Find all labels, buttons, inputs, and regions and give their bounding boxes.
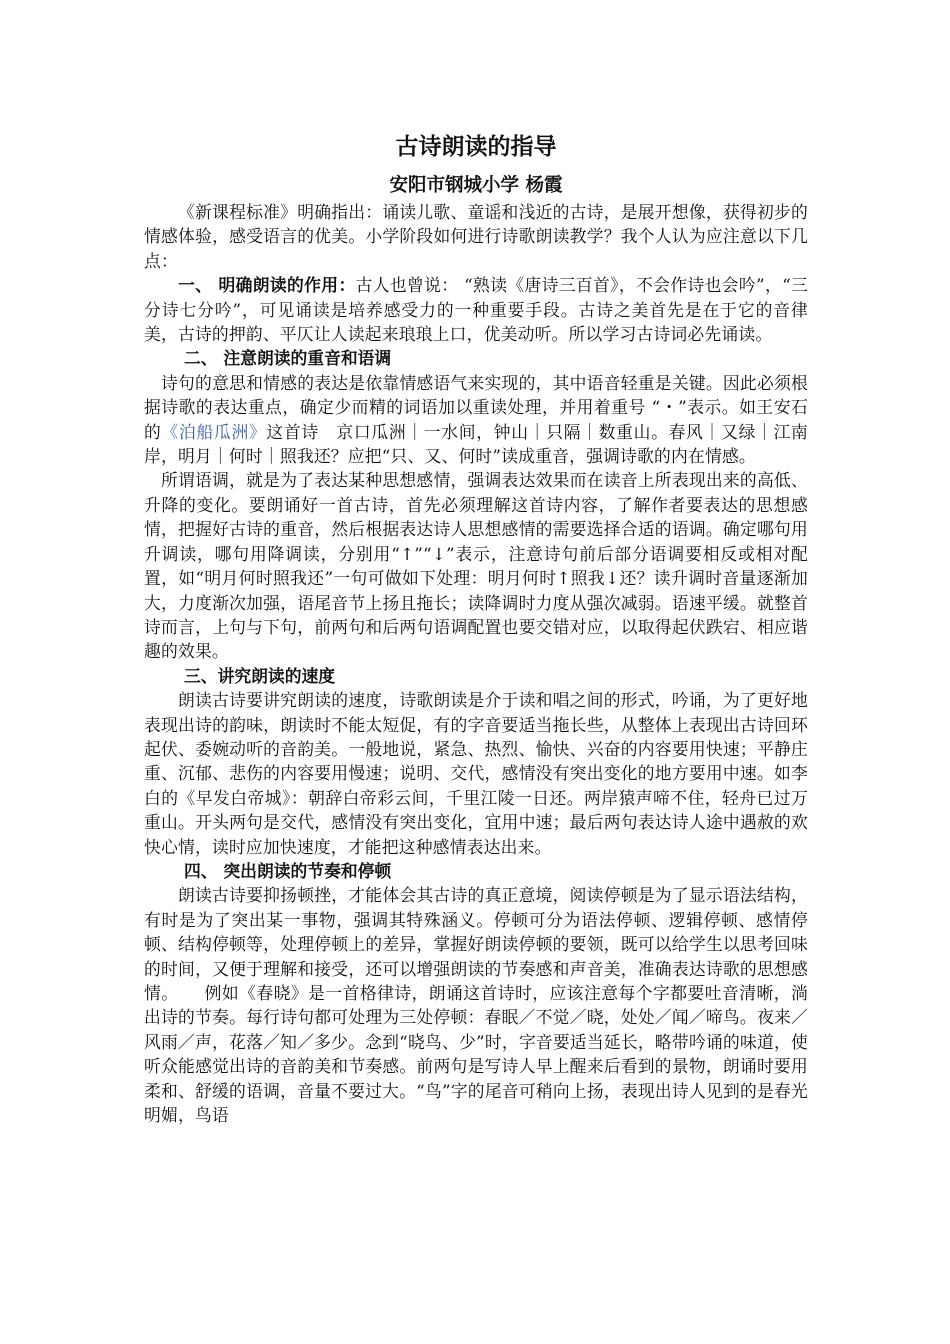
section-2-heading: 二、 注意朗读的重音和语调 — [184, 348, 392, 369]
section-2-paragraph-1 — [144, 371, 808, 469]
section-2-paragraph-2: 所谓语调，就是为了表达某种思想感情，强调表达效果而在读音上所表现出来的高低、升降的变化。要朗诵好一首古诗，首先必须理解这首诗内容，了解作者要表达的思想感情，把握好古诗的重音，然后根据表达诗人思想感情的需要选择合适的语调。确定哪句用升调读，哪句用降调读，分别用“↑”“↓”表示，注意诗句前后部分语调要相反或相对配置，如“明月何时照我还”一句可做如下处理：明月何时↑照我↓还？读升调时音量逐渐加大，力度渐次加强，语尾音节上扬且拖长；读降调时力度从强次减弱。语速平缓。就整首诗而言，上句与下句，前两句和后两句语调配置也要交错对应，以取得起伏跌宕、相应谐趣的效果。 — [144, 470, 808, 662]
document-page — [144, 130, 808, 1127]
intro-paragraph: 《新课程标准》明确指出：诵读儿歌、童谣和浅近的古诗，是展开想像，获得初步的情感体验，感受语言的优美。小学阶段如何进行诗歌朗读教学？我个人认为应注意以下几点： — [144, 202, 808, 271]
section-3-paragraph: 朗读古诗要讲究朗读的速度，诗歌朗读是介于读和唱之间的形式，吟诵，为了更好地表现出诗的韵味，朗读时不能太短促，有的字音要适当拖长些，从整体上表现出古诗回环起伏、委婉动听的音韵美。一般地说，紧急、热烈、愉快、兴奋的内容要用快速；平静庄重、沉郁、悲伤的内容要用慢速；说明、交代，感情没有突出变化的地方要用中速。如李白的《早发白帝城》：朝辞白帝彩云间，千里江陵一日还。两岸猿声啼不住，轻舟已过万重山。开头两句是交代，感情没有突出变化，宜用中速；最后两句表达诗人途中遇赦的欢快心情，读时应加快速度，才能把这种感情表达出来。 — [144, 690, 808, 857]
section-4-paragraph: 朗读古诗要抑扬顿挫，才能体会其古诗的真正意境，阅读停顿是为了显示语法结构，有时是为了突出某一事物，强调其特殊涵义。停顿可分为语法停顿、逻辑停顿、感情停顿、结构停顿等，处理停顿上的差异，掌握好朗读停顿的要领，既可以给学生以思考回味的时间，又便于理解和接受，还可以增强朗读的节奏感和声音美，准确表达诗歌的思想感情。 例如《春晓》是一首格律诗，朗诵这首诗时，应该注意每个字都要吐音清晰，淌出诗的节奏。每行诗句都可处理为三处停顿：春眠／不觉／晓，处处／闻／啼鸟。夜来／风雨／声，花落／知／多少。念到“晓鸟、少”时，字音要适当延长，略带吟诵的味道，使听众能感觉出诗的音韵美和节奏感。前两句是写诗人早上醒来后看到的景物，朗诵时要用柔和、舒缓的语调，音量不要过大。“鸟”字的尾音可稍向上扬，表现出诗人见到的是春光明媚，鸟语 — [144, 885, 808, 1126]
poem-title-link[interactable]: 《泊船瓜洲》 — [161, 421, 267, 442]
section-2-text-b: 这首诗 京口瓜洲｜一水间，钟山｜只隔｜数重山。春风｜又绿｜江南岸，明月｜何时｜照我还？应把“只、又、何时”读成重音，强调诗歌的内在情感。 — [144, 421, 809, 467]
section-1-heading: 一、 明确朗读的作用： — [178, 275, 356, 296]
document-title: 古诗朗读的指导 — [395, 133, 557, 160]
section-3-heading: 三、讲究朗读的速度 — [184, 665, 336, 686]
section-4-heading: 四、 突出朗读的节奏和停顿 — [184, 860, 392, 881]
document-author: 安阳市钢城小学 杨霞 — [389, 175, 563, 196]
section-2-text-a: 诗句的意思和情感的表达是依靠情感语气来实现的，其中语音轻重是关键。因此必须根据诗歌的表达重点，确定少而精的词语加以重读处理，并用着重号 “・”表示。如王安石的 — [144, 372, 808, 442]
section-1-text: 古人也曾说： “熟读《唐诗三百首》，不会作诗也会吟”，“三分诗七分吟”，可见诵读是培养感受力的一种重要手段。古诗之美首先是在于它的音律美，古诗的押韵、平仄让人读起来琅琅上口，优美动听。所以学习古诗词必先诵读。 — [144, 275, 809, 345]
section-1-paragraph — [144, 273, 808, 346]
